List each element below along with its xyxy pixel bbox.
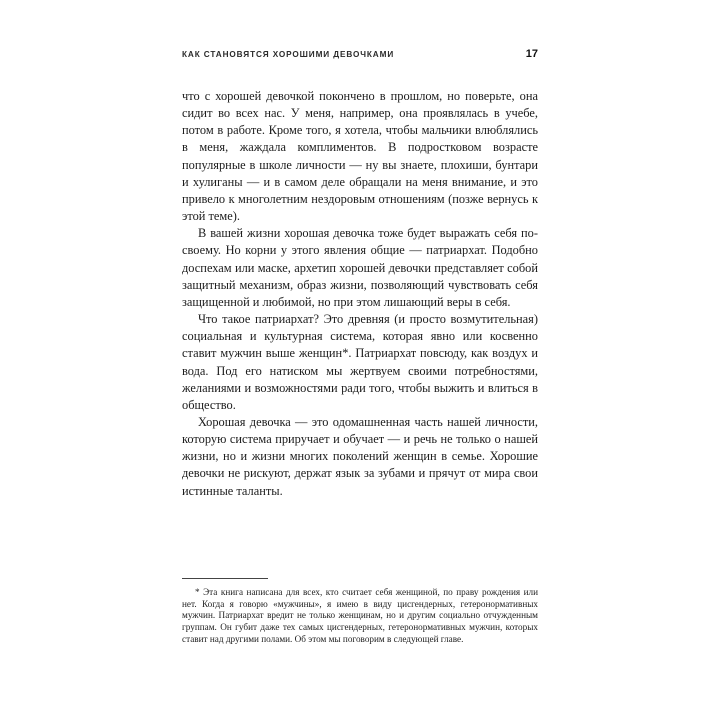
footnote-marker: * (195, 587, 200, 597)
page-header (182, 48, 538, 60)
footnote-separator (182, 578, 268, 579)
paragraph: Хорошая девочка — это одомашненная часть нашей личности, которую система приручает и обучает — и речь не только о нашей жизни, но и жизни многих поколений женщин в семье. Хорошие девочки не рискуют, держат язык за зубами и прячут от мира свои истинные таланты. (182, 414, 538, 498)
footnote-area (182, 578, 538, 646)
page-number: 17 (525, 48, 538, 60)
running-head: КАК СТАНОВЯТСЯ ХОРОШИМИ ДЕВОЧКАМИ (182, 50, 395, 59)
paragraph: В вашей жизни хорошая девочка тоже будет выражать себя по-своему. Но корни у этого явления общие — патриархат. Подобно доспехам или маске, архетип хорошей девочки представляет собой защитный механизм, образ жизни, позволяющий чувствовать себя защищенной и любимой, но при этом лишающий веры в себя. (182, 226, 538, 309)
paragraph: Что такое патриархат? Это древняя (и просто возмутительная) социальная и культурная система, которая явно или косвенно ставит мужчин выше женщин*. Патриархат повсюду, как воздух и вода. Под его натиском мы жертвуем своими потребностями, желаниями и возможностями ради того, чтобы выжить и влиться в общество. (182, 312, 538, 412)
paragraph: что с хорошей девочкой покончено в прошлом, но поверьте, она сидит во всех нас. У меня, например, она проявлялась в учебе, потом в работе. Кроме того, я хотела, чтобы мальчики влюблялись в меня, жаждала комплиментов. В подростковом возрасте популярные в школе личности — ну вы знаете, плохиши, бунтари и хулиганы — и в самом деле обращали на меня внимание, и это привело к многолетним нездоровым отношениям (позже вернусь к этой теме). (182, 89, 538, 224)
footnote-text (182, 587, 538, 646)
body-text (182, 88, 538, 500)
footnote-body: Эта книга написана для всех, кто считает себя женщиной, по праву рождения или нет. Когда я говорю «мужчины», я имею в виду цисгендерных, гетеронормативных мужчин. Патриархат вредит не только женщинам, но и другим социально отчужденным группам. Он губит даже тех самых цисгендерных, гетеронормативных мужчин, которых ставит над другими полами. Об этом мы поговорим в следующей главе. (182, 587, 539, 644)
